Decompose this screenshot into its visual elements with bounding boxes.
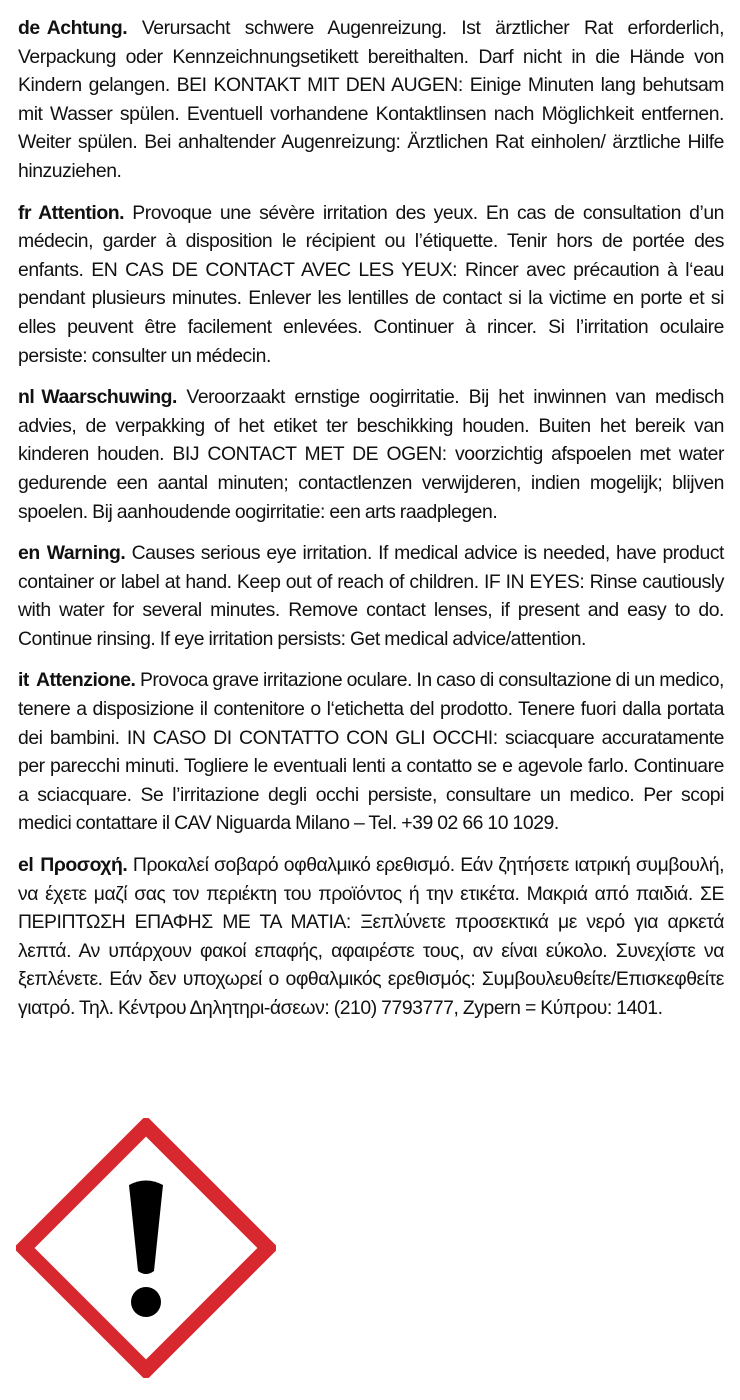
statement-text: Verursacht schwere Augenreizung. Ist ärztlicher Rat erforderlich, Verpackung oder Kennzeichnungsetikett bereithalten. Darf nicht in die Hände von Kindern gelangen. BEI KONTAKT MIT DEN AUGEN: Einige Minuten lang behutsam mit Wasser spülen. Eventuell vorhandene Kontaktlinsen nach Möglichkeit entfernen. Weiter spülen. Bei anhaltender Augenreizung: Ärztlichen Rat einholen/ ärztliche Hilfe hinzuziehen. [18,17,725,182]
statement-text: Provoca grave irritazione oculare. In caso di consultazione di un medico, tenere a disposizione il contenitore o l‘etichetta del prodotto. Tenere fuori dalla portata dei bambini. IN CASO DI CONTATTO CON GLI OCCHI: sciacquare accuratamente per parecchi minuti. Togliere le eventuali lenti a contatto se e agevole farlo. Continuare a sciacquare. Se l’irritazione degli occhi persiste, consultare un medico. Per scopi medici contattare il CAV Niguarda Milano – Tel. +39 02 66 10 1029. [18,669,724,835]
section-fr [18,199,724,371]
language-code: nl [18,386,35,409]
language-code: it [18,669,29,692]
section-en [18,539,724,653]
signal-word: Προσοχή. [40,854,128,877]
signal-word: Attenzione. [35,669,136,692]
section-de [18,14,724,186]
language-code: el [18,854,34,877]
hazard-statements [18,14,724,1036]
language-code: fr [18,201,32,224]
statement-text: Veroorzaakt ernstige oogirritatie. Bij het inwinnen van medisch advies, de verpakking of het etiket ter beschikking houden. Buiten het bereik van kinderen houden. BIJ CONTACT MET DE OGEN: voorzichtig afspoelen met water gedurende een aantal minuten; contactlenzen verwijderen, indien mogelijk; blijven spoelen. Bij aanhoudende oogirritatie: een arts raadplegen. [18,386,724,523]
statement-text: Προκαλεί σοβαρό οφθαλμικό ερεθισμό. Εάν ζητήσετε ιατρική συμβουλή, να έχετε μαζί σας τον περιέκτη του προϊόντος ή την ετικέτα. Μακριά από παιδιά. ΣΕ ΠΕΡΙΠΤΩΣΗ ΕΠΑΦΗΣ ΜΕ ΤΑ ΜΑΤΙΑ: Ξεπλύνετε προσεκτικά με νερό για αρκετά λεπτά. Αν υπάρχουν φακοί επαφής, αφαιρέστε τους, αν είναι εύκολο. Συνεχίστε να ξεπλένετε. Εάν δεν υποχωρεί ο οφθαλμικός ερεθισμός: Συμβουλευθείτε/Επισκεφθείτε γιατρό. Τηλ. Κέντρου Δηλητηρι-άσεων: (210) 7793777, Zypern = Κύπρου: 1401. [18,854,725,1019]
signal-word: Attention. [38,201,125,224]
signal-word: Achtung. [46,17,128,39]
section-it [18,666,724,838]
section-nl [18,383,724,526]
language-code: en [18,542,40,565]
ghs-exclamation-mark-icon [16,1118,276,1378]
language-code: de [18,17,40,39]
statement-text: Provoque une sévère irritation des yeux. En cas de consultation d’un médecin, garder à disposition le récipient ou l’étiquette. Tenir hors de portée des enfants. EN CAS DE CONTACT AVEC LES YEUX: Rincer avec précaution à l‘eau pendant plusieurs minutes. Enlever les lentilles de contact si la victime en porte et si elles peuvent être facilement enlevées. Continuer à rincer. Si l’irritation oculaire persiste: consulter un médecin. [18,201,724,367]
signal-word: Warning. [46,542,126,565]
statement-text: Causes serious eye irritation. If medical advice is needed, have product container or label at hand. Keep out of reach of children. IF IN EYES: Rinse cautiously with water for several minutes. Remove contact lenses, if present and easy to do. Continue rinsing. If eye irritation persists: Get medical advice/attention. [18,542,724,650]
exclamation-dot [131,1287,161,1317]
signal-word: Waarschuwing. [41,386,177,409]
section-el [18,851,724,1023]
